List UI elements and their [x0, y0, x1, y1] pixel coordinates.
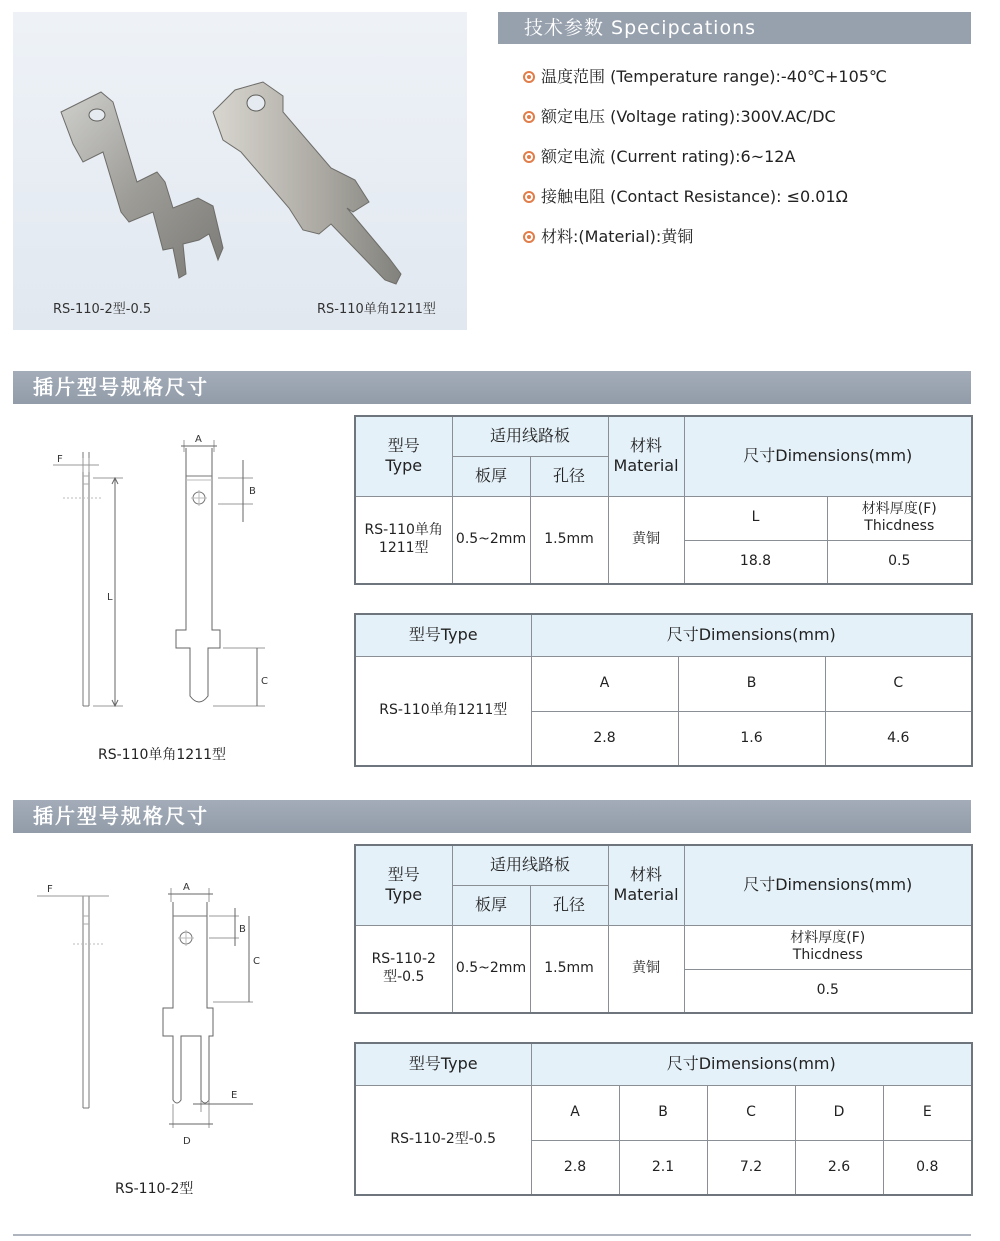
- cell-material: 黄铜: [608, 496, 684, 584]
- dim-label-e: E: [231, 1090, 238, 1101]
- product-photo-panel: [13, 12, 467, 330]
- cell-c: 4.6: [825, 711, 972, 766]
- header-f: 材料厚度(F) Thicdness: [684, 925, 972, 969]
- section1-dimension-table: [354, 613, 973, 767]
- header-f: 材料厚度(F) Thicdness: [827, 496, 972, 540]
- header-material: 材料 Material: [608, 416, 684, 496]
- section2-diagram-caption: RS-110-2型: [115, 1181, 194, 1197]
- cell-thickness: 0.5~2mm: [452, 496, 530, 584]
- spec-item-text: 额定电流 (Current rating):6~12A: [541, 147, 796, 166]
- header-dimensions: 尺寸Dimensions(mm): [531, 1043, 972, 1085]
- bullet-icon: [523, 151, 535, 163]
- header-board: 适用线路板: [452, 416, 608, 456]
- cell-a: 2.8: [531, 1140, 619, 1195]
- cell-f: 0.5: [827, 540, 972, 584]
- header-b: B: [678, 656, 825, 711]
- dim-label-d: D: [183, 1136, 191, 1147]
- header-type: 型号Type: [355, 614, 531, 656]
- spec-item: [523, 64, 887, 87]
- cell-hole: 1.5mm: [530, 496, 608, 584]
- header-thickness: 板厚: [452, 456, 530, 496]
- header-e: E: [883, 1085, 972, 1140]
- photo-caption-left: RS-110-2型-0.5: [53, 302, 152, 317]
- dim-label-f: F: [47, 884, 53, 895]
- spec-item-text: 接触电阻 (Contact Resistance): ≤0.01Ω: [541, 187, 848, 206]
- header-thickness: 板厚: [452, 885, 530, 925]
- cell-model: RS-110单角 1211型: [355, 496, 452, 584]
- cell-f: 0.5: [684, 969, 972, 1013]
- header-a: A: [531, 1085, 619, 1140]
- cell-c: 7.2: [707, 1140, 795, 1195]
- dim-label-c: C: [261, 676, 268, 687]
- spec-item: [523, 184, 848, 207]
- header-l: L: [684, 496, 827, 540]
- spec-heading: 技术参数 Specipcations: [498, 12, 971, 44]
- cell-a: 2.8: [531, 711, 678, 766]
- dim-label-f: F: [57, 454, 63, 465]
- bottom-divider: [13, 1234, 971, 1236]
- spec-item: [523, 104, 836, 127]
- header-dimensions: 尺寸Dimensions(mm): [684, 845, 972, 925]
- terminal-photo-left: [13, 12, 467, 330]
- dim-label-b: B: [249, 486, 256, 497]
- section1-heading: 插片型号规格尺寸: [13, 371, 971, 404]
- section1-diagram: [13, 412, 333, 742]
- dim-label-l: L: [107, 592, 113, 603]
- spec-item-text: 温度范围 (Temperature range):-40℃+105℃: [541, 67, 887, 86]
- section1-spec-table: [354, 415, 973, 585]
- cell-d: 2.6: [795, 1140, 883, 1195]
- header-hole: 孔径: [530, 885, 608, 925]
- header-dimensions: 尺寸Dimensions(mm): [531, 614, 972, 656]
- cell-thickness: 0.5~2mm: [452, 925, 530, 1013]
- section2-dimension-table: [354, 1042, 973, 1196]
- header-c: C: [825, 656, 972, 711]
- cell-material: 黄铜: [608, 925, 684, 1013]
- dim-label-a: A: [183, 882, 190, 893]
- section1-diagram-caption: RS-110单角1211型: [98, 747, 227, 763]
- header-d: D: [795, 1085, 883, 1140]
- dim-label-c: C: [253, 956, 260, 967]
- header-a: A: [531, 656, 678, 711]
- header-type: 型号 Type: [355, 416, 452, 496]
- header-type: 型号 Type: [355, 845, 452, 925]
- header-board: 适用线路板: [452, 845, 608, 885]
- cell-l: 18.8: [684, 540, 827, 584]
- spec-item-text: 材料:(Material):黄铜: [541, 227, 694, 246]
- cell-b: 1.6: [678, 711, 825, 766]
- section2-heading: 插片型号规格尺寸: [13, 800, 971, 833]
- header-b: B: [619, 1085, 707, 1140]
- photo-caption-right: RS-110单角1211型: [317, 302, 436, 317]
- cell-model: RS-110-2 型-0.5: [355, 925, 452, 1013]
- cell-hole: 1.5mm: [530, 925, 608, 1013]
- cell-model: RS-110-2型-0.5: [355, 1085, 531, 1195]
- header-material: 材料 Material: [608, 845, 684, 925]
- spec-item: [523, 224, 693, 247]
- spec-item: [523, 144, 795, 167]
- section2-spec-table: [354, 844, 973, 1014]
- header-dimensions: 尺寸Dimensions(mm): [684, 416, 972, 496]
- dim-label-b: B: [239, 924, 246, 935]
- bullet-icon: [523, 111, 535, 123]
- bullet-icon: [523, 231, 535, 243]
- spec-item-text: 额定电压 (Voltage rating):300V.AC/DC: [541, 107, 836, 126]
- cell-model: RS-110单角1211型: [355, 656, 531, 766]
- header-c: C: [707, 1085, 795, 1140]
- header-type: 型号Type: [355, 1043, 531, 1085]
- cell-b: 2.1: [619, 1140, 707, 1195]
- dim-label-a: A: [195, 434, 202, 445]
- cell-e: 0.8: [883, 1140, 972, 1195]
- bullet-icon: [523, 71, 535, 83]
- bullet-icon: [523, 191, 535, 203]
- section2-diagram: [13, 872, 333, 1172]
- header-hole: 孔径: [530, 456, 608, 496]
